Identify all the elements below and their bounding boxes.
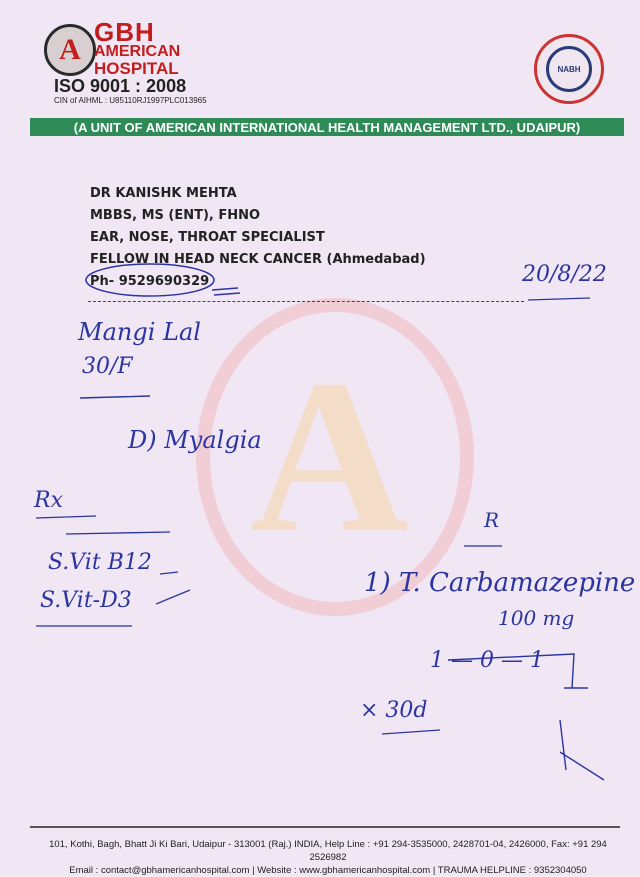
phone-circle [86, 264, 214, 296]
hw-patient-name: Mangi Lal [78, 318, 201, 346]
doctor-qualifications: MBBS, MS (ENT), FHNO [90, 208, 261, 223]
footer-address: 101, Kothi, Bagh, Bhatt Ji Ki Bari, Udaipur - 313001 (Raj.) INDIA, Help Line : +91 294-3535000, 2428701-04, 2426000, Fax: +91 294 2526982 [49, 839, 607, 863]
unit-band: (A UNIT OF AMERICAN INTERNATIONAL HEALTH MANAGEMENT LTD., UDAIPUR) [30, 118, 624, 136]
brand-hospital: HOSPITAL [94, 59, 179, 78]
hw-date: 20/8/22 [522, 262, 607, 287]
name-underline [80, 396, 150, 398]
cin-number: CIN of AIHML : U85110RJ1997PLC013965 [54, 96, 207, 105]
hw-duration: × 30d [360, 698, 428, 723]
footer [38, 838, 618, 877]
watermark-letter: A [250, 334, 409, 578]
doctor-name: DR KANISHK MEHTA [90, 186, 237, 201]
brand-american: AMERICAN [94, 43, 181, 60]
hw-rx-left: Rx [34, 488, 63, 513]
signature [560, 720, 604, 780]
iso-certification: ISO 9001 : 2008 [54, 76, 187, 96]
doctor-phone: Ph- 9529690329 [90, 274, 210, 289]
footer-contact: Email : contact@gbhamericanhospital.com | Website : www.gbhamericanhospital.com | TRAUMA HELPLINE : 9352304050 [69, 865, 587, 876]
hw-dose: 100 mg [498, 606, 575, 630]
frequency-bracket [448, 654, 588, 688]
footer-divider [30, 826, 620, 828]
date-underline [528, 298, 590, 300]
nabh-label: NABH [557, 64, 581, 74]
rx-underline [36, 516, 170, 534]
hw-test-d3: S.Vit-D3 [40, 588, 132, 613]
phone-marks [212, 288, 240, 295]
hw-test-b12: S.Vit B12 [48, 550, 152, 575]
hw-rx-right: R [484, 508, 500, 532]
hw-diagnosis: D) Myalgia [128, 426, 262, 454]
logo-letter: A [59, 33, 81, 66]
hw-medicine: 1) T. Carbamazepine [364, 568, 636, 598]
hw-frequency: 1 — 0 — 1 [430, 648, 544, 673]
hw-age-sex: 30/F [82, 354, 133, 379]
duration-underline [382, 730, 440, 734]
test-ticks [156, 572, 190, 604]
brand-gbh: GBH [94, 17, 155, 47]
doctor-fellowship: FELLOW IN HEAD NECK CANCER (Ahmedabad) [90, 252, 426, 267]
doctor-specialty: EAR, NOSE, THROAT SPECIALIST [90, 230, 325, 245]
